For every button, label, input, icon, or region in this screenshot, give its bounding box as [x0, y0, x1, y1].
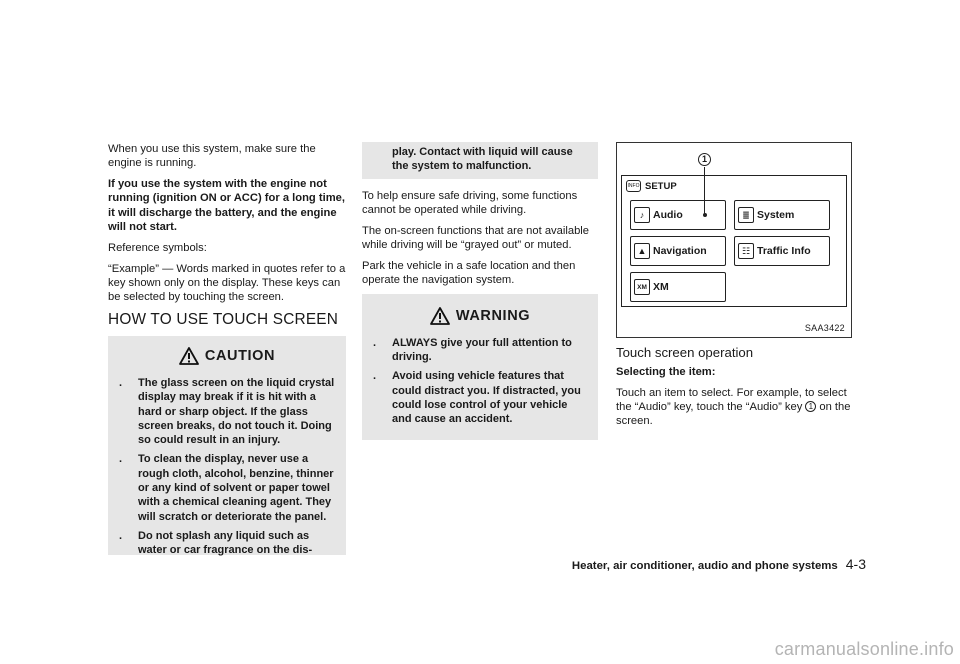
caution-item-continued: play. Contact with liquid will cause the system to malfunction.: [392, 146, 573, 173]
page-footer: [520, 556, 866, 572]
watermark: carmanualsonline.info: [774, 639, 954, 659]
warning-triangle-icon: [430, 307, 450, 325]
system-key[interactable]: ≣ System: [734, 200, 830, 230]
bullet: .: [373, 370, 377, 383]
example-symbol-description: “Example” — Words marked in quotes refer to a key shown only on the display. These keys can be selected by touching the screen.: [108, 262, 346, 304]
traffic-info-icon: ☷: [738, 243, 754, 259]
info-icon: INFO: [626, 180, 641, 192]
caution-title: CAUTION: [204, 347, 276, 364]
warning-header: [370, 300, 590, 332]
touch-screen-operation-title: Touch screen operation: [616, 345, 754, 360]
bullet: .: [119, 529, 123, 542]
battery-warning-note: If you use the system with the engine not running (ignition ON or ACC) for a long time, it will discharge the battery, and the engine will not start.: [108, 178, 345, 233]
safe-driving-note: To help ensure safe driving, some functions cannot be operated while driving.: [362, 189, 578, 216]
warning-triangle-icon: [179, 347, 199, 365]
chapter-title: Heater, air conditioner, audio and phone systems: [571, 560, 838, 572]
grayed-out-note: The on-screen functions that are not available while driving will be “grayed out” or muted.: [362, 224, 589, 251]
xm-key[interactable]: XM XM: [630, 272, 726, 302]
engine-running-note: When you use this system, make sure the engine is running.: [108, 143, 316, 170]
warning-box: [362, 294, 598, 440]
bullet: .: [119, 376, 123, 389]
navigation-key[interactable]: ▲ Navigation: [630, 236, 726, 266]
caution-box-continued: [362, 142, 598, 179]
caution-item: . To clean the display, never use a rough cloth, alcohol, benzine, thinner or any kind of solvent or paper towel with a chemical cleaning agent. They will scratch or deteriorate the panel.: [119, 453, 334, 523]
navigation-arrow-icon: ▲: [634, 243, 650, 259]
bullet: .: [373, 336, 377, 349]
left-column: [108, 142, 346, 555]
display-screen: [621, 175, 847, 307]
caution-item: . The glass screen on the liquid crystal display may break if it is hit with a hard or sharp object. If the glass screen breaks, do not touch it. Doing so could result in an injury.: [119, 376, 335, 447]
figure-code: SAA3422: [804, 323, 845, 333]
reference-symbols-label: Reference symbols:: [108, 241, 207, 254]
selecting-item-description: Touch an item to select. For example, to select the “Audio” key, touch the “Audio” key 1 on the screen.: [616, 386, 851, 428]
xm-radio-icon: XM: [634, 279, 650, 295]
system-settings-icon: ≣: [738, 207, 754, 223]
music-note-icon: ♪: [634, 207, 650, 223]
warning-item: . ALWAYS give your full attention to driving.: [373, 336, 572, 364]
warning-title: WARNING: [455, 307, 531, 324]
warning-list: [370, 336, 590, 427]
caution-header: [116, 340, 338, 372]
traffic-info-key[interactable]: ☷ Traffic Info: [734, 236, 830, 266]
selecting-item-label: Selecting the item:: [616, 366, 716, 378]
caution-item: . Do not splash any liquid such as water or car fragrance on the dis-: [119, 529, 313, 557]
caution-box: [108, 336, 346, 555]
page-number: 4-3: [845, 556, 866, 572]
callout-marker: 1: [698, 153, 711, 166]
caution-list: [116, 376, 338, 558]
setup-title: SETUP: [645, 180, 677, 192]
park-vehicle-note: Park the vehicle in a safe location and then operate the navigation system.: [362, 259, 576, 287]
warning-item: . Avoid using vehicle features that could distract you. If distracted, you could lose control of your vehicle and cause an accident.: [373, 370, 581, 426]
screen-title-bar: [622, 176, 846, 196]
bullet: .: [119, 453, 123, 466]
right-column: [616, 142, 852, 435]
audio-key[interactable]: ♪ Audio: [630, 200, 726, 230]
callout-marker: 1: [805, 401, 816, 412]
setup-screen-figure: [616, 142, 852, 338]
middle-column: [362, 142, 598, 440]
section-title: HOW TO USE TOUCH SCREEN: [108, 310, 339, 328]
